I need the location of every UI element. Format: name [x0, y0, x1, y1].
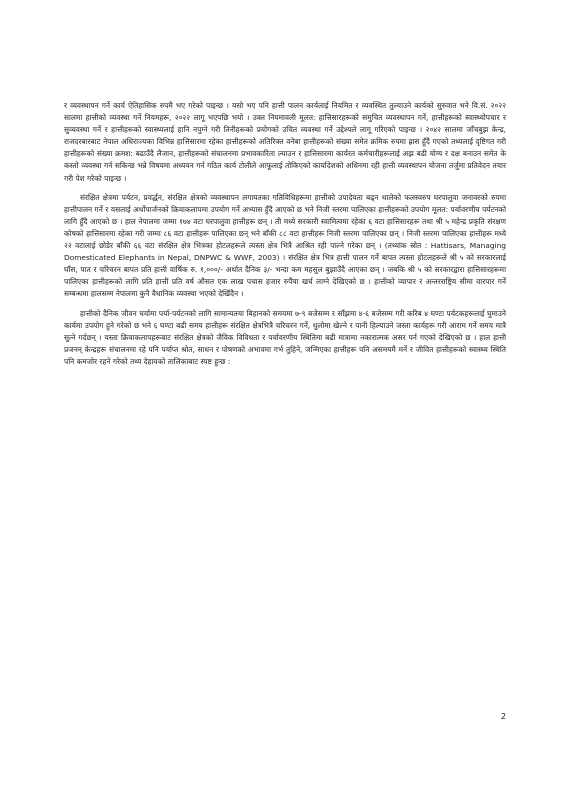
- paragraph-3: हात्तीको दैनिक जीवन चर्यामा पर्या-पर्यटनको लागि सामान्यतया बिहानको समयमा ७-९ बजेसम्म र साँझमा ४-६ बजेसम्म गरी करिब ४ घण्टा पर्यटकहरूलाई घुमाउने कार्यमा उपयोग हुने गरेको छ भने ६ घण्टा बढी समय हात्तीहरू संरक्षित क्षेत्रभित्रै चरिचरन गर्ने, धुलोमा खेल्ने र पानी हिल्याउने जस्ता कार्यहरू गरी आराम गर्ने समय मात्रै सुत्ने गर्दछन् । यस्ता क्रियाकलापहरूबाट संरक्षित क्षेत्रको जैविक विविधता र पर्यावरणीय स्थितिमा बढी मात्रामा नकारात्मक असर पर्न गएको देखिएको छ । हाल हात्ती प्रजनन् केन्द्रहरू संचालनमा रहे पनि पर्याप्त श्रोत, साधन र पोषणको अभावमा गर्भ तुहिने, जन्मिएका हात्तीहरू पनि असमयमै मर्ने र जीवित हात्तीहरूको स्वास्थ्य स्थिति पनि कमजोर रहने गरेको तथ्य देहायको तालिकाबाट स्पष्ट हुन्छ :: [64, 308, 506, 366]
- paragraph-1: र व्यवस्थापन गर्ने कार्य ऐतिहासिक रुपमै भए गरेको पाइन्छ । यसो भए पनि हात्ती पालन कार्यलाई नियमित र व्यवस्थित तुल्याउने कार्यको सुरुवात भने वि.सं. २०२२ सालमा हात्तीको व्यवस्था गर्ने नियमहरू, २०२२ लागू भएपछि भयो । उक्त नियमावली मूलत: हात्तिसारहरूको समुचित व्यवस्थापन गर्ने, हात्तीहरूको स्वास्थ्योपचार र सुव्यवस्था गर्ने र हात्तीहरूको स्वास्थ्यलाई हानि नपुग्ने गरी तिनीहरूको प्रयोगको उचित व्यवस्था गर्ने उद्देश्यले लागू गरिएको पाइन्छ । २०४२ सालमा जाँचबुझ केन्द्र, राजदरबारबाट नेपाल अधिराज्यका विभिन्न हात्तिसारमा रहेका हात्तीहरूको अतिरिक्त वनेबा हात्तीहरूको संख्या समेत क्रमिक रुपमा ह्रास हुँदै गएको तथ्यलाई दृष्टिगत गरी हात्तीहरूको संख्या क्रमश: बढाउँदै लैजान, हात्तीहरूको संचालनमा प्रभावकारिता ल्याउन र हात्तिसारमा कार्यरत कर्मचारीहरूलाई अझ बढी योग्य र दक्ष बनाउन समेत के कस्तो व्यवस्था गर्न सकिन्छ भन्ने विषयमा अध्ययन गर्न गठित कार्य टोलीले आफूलाई तोकिएको कार्यादेशको अधिनमा रही हात्ती व्यवस्थापन योजना तर्जुमा प्रतिवेदन तयार गरी पेश गरेको पाइन्छ ।: [64, 101, 506, 183]
- document-body: [64, 100, 506, 375]
- paragraph-2: संरक्षित क्षेत्रमा पर्यटन, प्रवर्द्धन, संरक्षित क्षेत्रको व्यवस्थापन लगायतका गतिविधिहरूमा हात्तीको उपादेयता बढ्न थालेको फलस्वरुप घरपालुवा जनावरको रुपमा हात्तीपालन गर्ने र यसलाई अर्थोपार्जनको क्रियाकलापमा उपयोग गर्ने अभ्यास हुँदै आएको छ भने निजी स्तरमा पालिएका हात्तीहरूको उपयोग मूलत: पर्यावरणीय पर्यटनको लागि हुँदै आएको छ । हाल नेपालमा जम्मा १७४ वटा घरपालुवा हात्तीहरू छन् । ती मध्ये सरकारी स्वामित्वमा रहेका ६ वटा हात्तिसारहरू तथा श्री ५ महेन्द्र प्रकृति संरक्षण कोषको हात्तिसारमा रहेका गरी जम्मा ८६ वटा हात्तीहरू पालिएका छन् भने बाँकी ८८ वटा हात्तीहरू निजी स्तरमा पालिएका छन् । निजी स्तरमा पालिएका हात्तीहरू मध्ये २२ वटालाई छोडेर बाँकी ६६ वटा संरक्षित क्षेत्र भित्रका होटलहरूले त्यस्ता क्षेत्र भित्रै आश्रित रही पाल्ने गरेका छन् । (तथ्यांक स्रोत : Hattisars, Managing Domesticated Elephants in Nepal, DNPWC & WWF, 2003) । संरक्षित क्षेत्र भित्र हात्ती पालन गर्ने बापत त्यस्ता होटलहरूले श्री ५ को सरकारलाई घाँस, पात र चरिचरन बापत प्रति हात्ती वार्षिक रु. १,०००/- अर्थात दैनिक ३/- भन्दा कम महसुल बुझाउँदै आएका छन् । जबकि श्री ५ को सरकारद्वारा हात्तिसारहरूमा पालिएका हात्तीहरूको लागि प्रति हात्ती प्रति वर्ष औसत एक लाख पचास हजार रुपैंया खर्च लाग्ने देखिएको छ । हात्तीको व्यापार र अन्तरराष्ट्रिय सीमा वारपार गर्ने सम्बन्धमा हालसम्म नेपालमा कुनै वैधानिक व्यवस्था भएको देखिँदैन ।: [64, 192, 506, 299]
- page-number: 2: [500, 712, 506, 721]
